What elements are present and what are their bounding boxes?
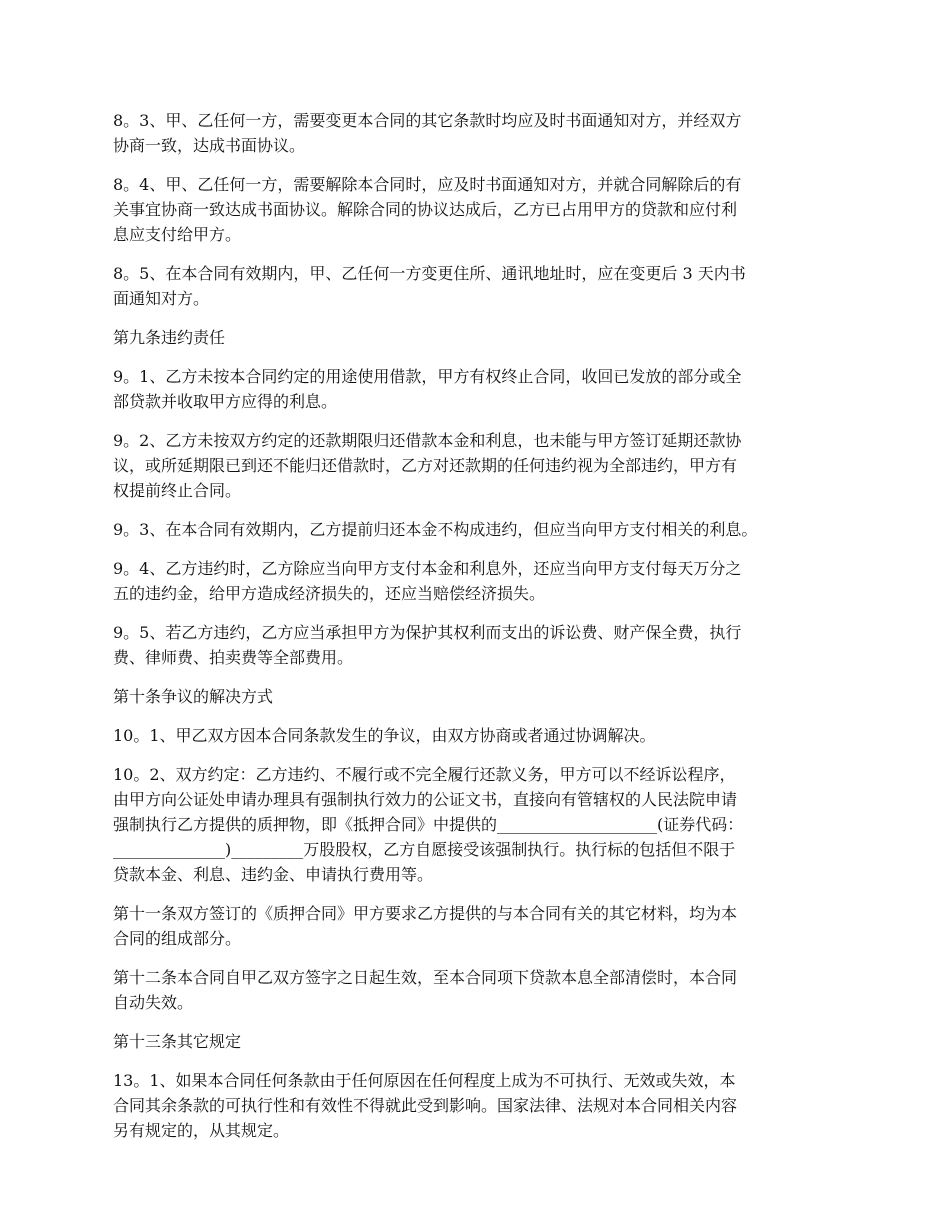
text-line: 10。1、甲乙双方因本合同条款发生的争议，由双方协商或者通过协调解决。 — [113, 726, 656, 745]
text-line: 强制执行乙方提供的质押物，即《抵押合同》中提供的____________________(证券代码： — [113, 815, 744, 834]
text-line: 8。3、甲、乙任何一方，需要变更本合同的其它条款时均应及时书面通知对方，并经双方 — [113, 111, 742, 130]
section-heading — [113, 325, 838, 350]
paragraph — [113, 428, 838, 503]
paragraph — [113, 172, 838, 247]
text-line: 第十条争议的解决方式 — [113, 687, 274, 706]
text-line: 关事宜协商一致达成书面协议。解除合同的协议达成后，乙方已占用甲方的贷款和应付利 — [113, 200, 738, 219]
text-line: 第九条违约责任 — [113, 328, 226, 347]
paragraph — [113, 762, 838, 887]
paragraph — [113, 620, 838, 670]
text-line: 协商一致，达成书面协议。 — [113, 136, 306, 155]
text-line: 面通知对方。 — [113, 289, 210, 308]
section-heading — [113, 684, 838, 709]
text-line: 9。3、在本合同有效期内，乙方提前归还本金不构成违约，但应当向甲方支付相关的利息。 — [113, 520, 758, 539]
text-line: 9。1、乙方未按本合同约定的用途使用借款，甲方有权终止合同，收回已发放的部分或全 — [113, 367, 742, 386]
text-line: 五的违约金，给甲方造成经济损失的，还应当赔偿经济损失。 — [113, 584, 546, 603]
paragraph — [113, 723, 838, 748]
text-line: 8。5、在本合同有效期内，甲、乙任何一方变更住所、通讯地址时，应在变更后 3 天内书 — [113, 264, 746, 283]
paragraph — [113, 364, 838, 414]
paragraph — [113, 517, 838, 542]
text-line: 合同的组成部分。 — [113, 929, 242, 948]
text-line: 部贷款并收取甲方应得的利息。 — [113, 392, 338, 411]
paragraph — [113, 108, 838, 158]
paragraph — [113, 1068, 838, 1143]
text-line: 9。5、若乙方违约，乙方应当承担甲方为保护其权利而支出的诉讼费、财产保全费，执行 — [113, 623, 742, 642]
text-line: 10。2、双方约定：乙方违约、不履行或不完全履行还款义务，甲方可以不经诉讼程序， — [113, 765, 736, 784]
text-line: ______________)_________万股股权，乙方自愿接受该强制执行。执行标的包括但不限于 — [113, 840, 736, 859]
text-line: 权提前终止合同。 — [113, 481, 242, 500]
text-line: 议，或所延期限已到还不能归还借款时，乙方对还款期的任何违约视为全部违约，甲方有 — [113, 456, 738, 475]
text-line: 9。2、乙方未按双方约定的还款期限归还借款本金和利息，也未能与甲方签订延期还款协 — [113, 431, 742, 450]
paragraph — [113, 261, 838, 311]
text-line: 第十二条本合同自甲乙双方签字之日起生效，至本合同项下贷款本息全部清偿时，本合同 — [113, 968, 738, 987]
text-line: 另有规定的，从其规定。 — [113, 1121, 290, 1140]
text-line: 8。4、甲、乙任何一方，需要解除本合同时，应及时书面通知对方，并就合同解除后的有 — [113, 175, 742, 194]
text-line: 由甲方向公证处申请办理具有强制执行效力的公证文书，直接向有管辖权的人民法院申请 — [113, 790, 738, 809]
text-line: 贷款本金、利息、违约金、申请执行费用等。 — [113, 865, 434, 884]
text-line: 息应支付给甲方。 — [113, 225, 242, 244]
paragraph — [113, 965, 838, 1015]
text-line: 13。1、如果本合同任何条款由于任何原因在任何程度上成为不可执行、无效或失效，本 — [113, 1071, 736, 1090]
text-line: 合同其余条款的可执行性和有效性不得就此受到影响。国家法律、法规对本合同相关内容 — [113, 1096, 738, 1115]
section-heading — [113, 1029, 838, 1054]
paragraph — [113, 901, 838, 951]
text-line: 第十三条其它规定 — [113, 1032, 242, 1051]
text-line: 第十一条双方签订的《质押合同》甲方要求乙方提供的与本合同有关的其它材料，均为本 — [113, 904, 738, 923]
text-line: 费、律师费、拍卖费等全部费用。 — [113, 648, 354, 667]
text-line: 9。4、乙方违约时，乙方除应当向甲方支付本金和利息外，还应当向甲方支付每天万分之 — [113, 559, 742, 578]
paragraph — [113, 556, 838, 606]
text-line: 自动失效。 — [113, 993, 194, 1012]
